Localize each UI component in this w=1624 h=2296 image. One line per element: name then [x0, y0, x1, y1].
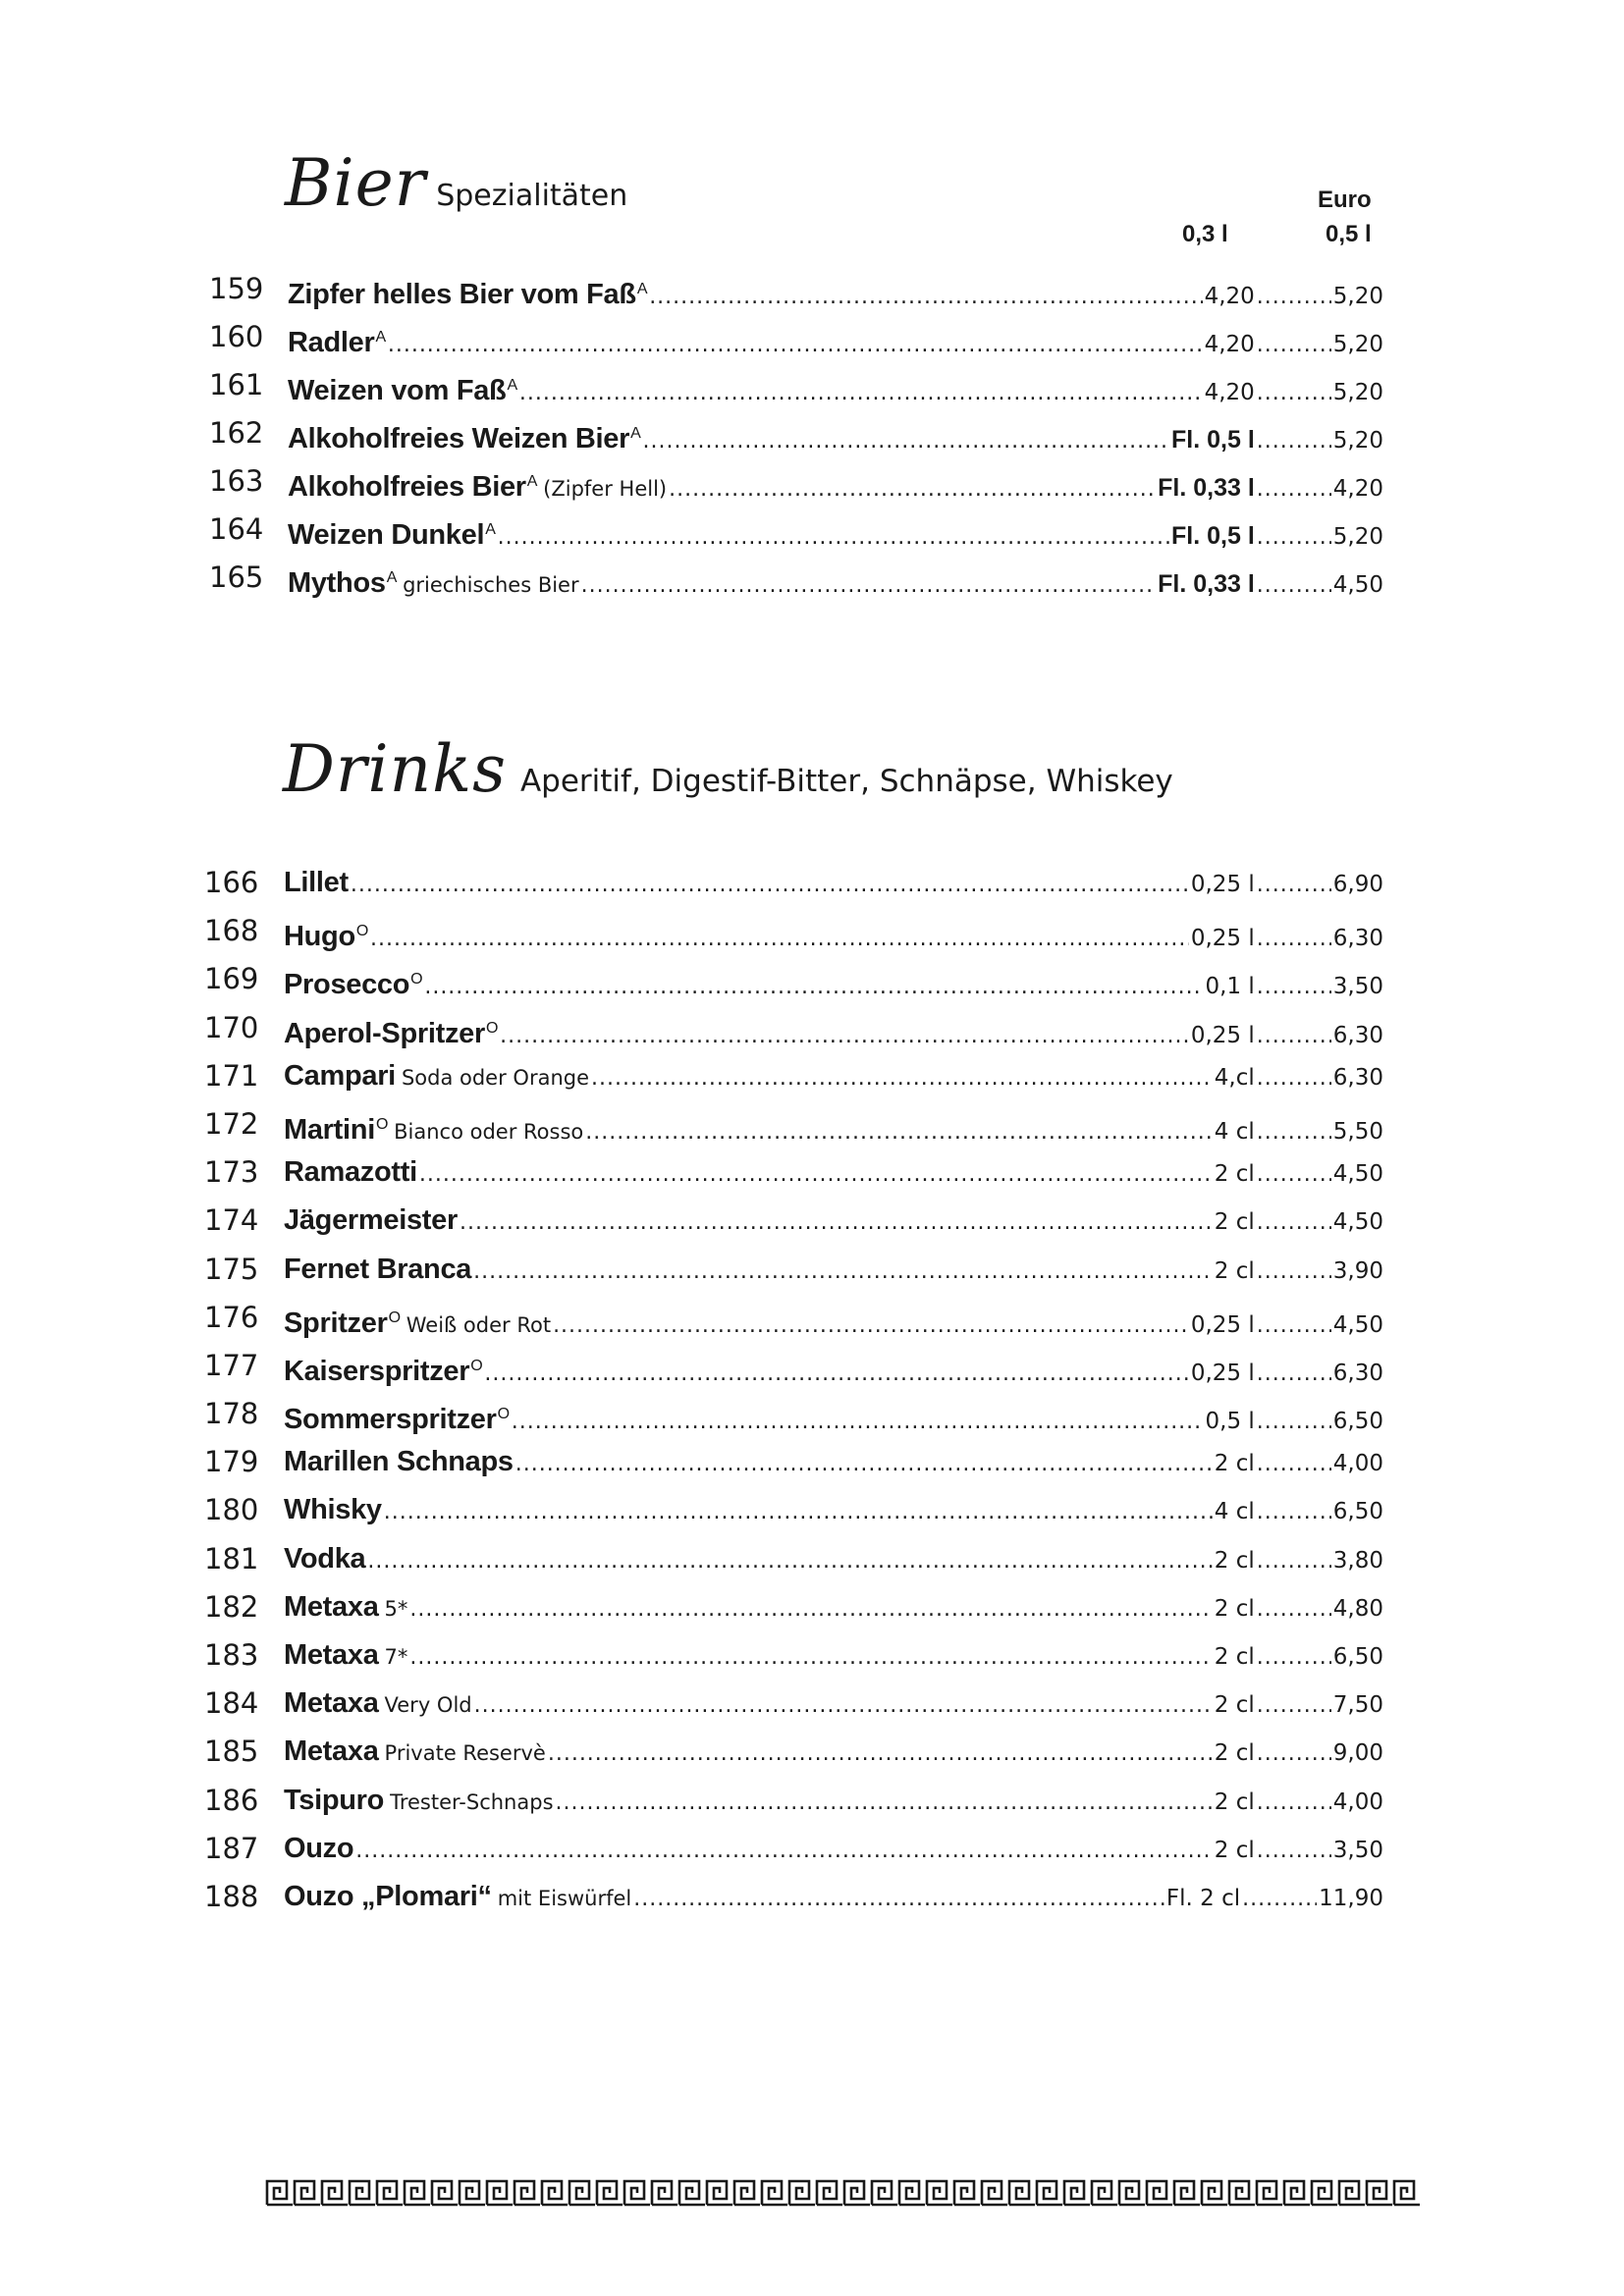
allergen-note: A [485, 521, 496, 538]
item-price: 5,20 [1332, 428, 1383, 454]
item-name [284, 1631, 379, 1680]
item-name [288, 457, 537, 511]
item-size: 0,25 l [1190, 872, 1255, 897]
item-size: 0,25 l [1190, 1360, 1255, 1386]
dot-leader-price [1257, 1585, 1331, 1633]
item-size: 4,20 [1204, 284, 1255, 309]
item-line [284, 1535, 1383, 1585]
item-description: (Zipfer Hell) [543, 477, 668, 501]
item-name [284, 1246, 471, 1294]
allergen-note: A [507, 377, 517, 394]
item-price: 6,30 [1332, 1022, 1383, 1048]
dot-leader [473, 1248, 1213, 1296]
item-size: 2 cl [1214, 1644, 1255, 1670]
greek-key-border-icon [265, 2179, 1441, 2207]
item-description: Weiß oder Rot [406, 1312, 552, 1337]
item-number: 185 [204, 1735, 259, 1769]
item-size: 0,5 l [1205, 1409, 1255, 1435]
item-description: Private Reservè [384, 1741, 546, 1766]
drinks-heading [283, 731, 1173, 807]
item-price: 11,90 [1319, 1885, 1383, 1911]
item-price: 3,50 [1332, 974, 1383, 1000]
drinks-row [0, 1197, 1624, 1245]
bier-row [0, 265, 1624, 313]
item-number: 171 [204, 1058, 259, 1093]
dot-leader [419, 1150, 1213, 1199]
meander-pattern [267, 2181, 1420, 2205]
item-name-text: Kaiserspritzer [284, 1355, 470, 1387]
item-name [284, 1100, 388, 1154]
item-line [284, 1438, 1383, 1488]
item-number: 188 [204, 1879, 259, 1913]
allergen-note: O [375, 1115, 389, 1133]
item-line [284, 1583, 1383, 1633]
item-price: 6,50 [1332, 1499, 1383, 1525]
item-line [284, 1246, 1383, 1296]
drinks-row [0, 1390, 1624, 1438]
dot-leader [460, 1199, 1213, 1247]
item-price: 5,50 [1332, 1118, 1383, 1145]
dot-leader [367, 1537, 1212, 1585]
item-number: 177 [204, 1348, 259, 1382]
item-description: griechisches Bier [403, 573, 579, 597]
column-large-size: 0,5 l [1326, 221, 1372, 247]
item-size: 0,25 l [1190, 926, 1255, 952]
item-name-text: Martini [284, 1113, 375, 1146]
item-size: 0,1 l [1205, 974, 1255, 1000]
item-name [284, 1294, 401, 1348]
item-size: 2 cl [1214, 1789, 1255, 1815]
item-size: 0,25 l [1190, 1311, 1255, 1338]
dot-leader-price [1257, 1150, 1331, 1199]
item-line [284, 1486, 1383, 1536]
item-description: 5* [384, 1596, 408, 1621]
item-name-text: Radler [288, 327, 375, 358]
item-name [284, 1486, 382, 1534]
item-number: 178 [204, 1397, 259, 1431]
item-name-text: Ouzo „Plomari“ [284, 1880, 492, 1912]
item-price: 5,20 [1332, 284, 1383, 309]
item-line [284, 1631, 1383, 1682]
allergen-note: O [485, 1019, 499, 1037]
item-size: Fl. 0,5 l [1171, 426, 1255, 454]
drinks-row [0, 1004, 1624, 1052]
item-size: 2 cl [1214, 1209, 1255, 1236]
item-name [288, 409, 641, 463]
item-name-text: Ramazotti [284, 1156, 417, 1189]
item-number: 183 [204, 1638, 259, 1672]
item-name-text: Marillen Schnaps [284, 1446, 514, 1478]
item-number: 161 [209, 368, 264, 401]
dot-leader [548, 1730, 1213, 1778]
item-number: 166 [204, 866, 259, 899]
item-name-text: Alkoholfreies Weizen Bier [288, 423, 630, 454]
item-price: 5,20 [1332, 380, 1383, 405]
item-number: 172 [204, 1106, 259, 1141]
item-price: 4,00 [1332, 1451, 1383, 1477]
dot-leader-price [1257, 1827, 1331, 1875]
item-number: 184 [204, 1686, 259, 1721]
item-name-text: Spritzer [284, 1307, 388, 1339]
item-size: Fl. 0,33 l [1158, 474, 1255, 502]
item-name [284, 1825, 353, 1873]
item-size: 2 cl [1214, 1837, 1255, 1863]
bier-row [0, 457, 1624, 506]
item-number: 160 [209, 320, 264, 353]
item-name [288, 361, 517, 415]
item-number: 176 [204, 1300, 259, 1334]
item-name-text: Sommerspritzer [284, 1404, 497, 1436]
item-line [284, 1777, 1383, 1827]
dot-leader-price [1257, 1440, 1331, 1488]
currency-label: Euro [1318, 187, 1372, 213]
item-name-text: Fernet Branca [284, 1253, 472, 1285]
item-size: 2 cl [1214, 1161, 1255, 1188]
dot-leader-price [1257, 1682, 1331, 1730]
item-name [284, 1342, 482, 1396]
item-description: mit Eiswürfel [497, 1886, 632, 1910]
dot-leader [556, 1779, 1213, 1827]
item-price: 6,50 [1332, 1409, 1383, 1435]
bier-row [0, 506, 1624, 554]
dot-leader-price [1257, 1488, 1331, 1536]
item-name-text: Prosecco [284, 969, 410, 1001]
item-name [284, 1777, 384, 1825]
item-name [284, 1197, 458, 1245]
dot-leader-price [1257, 1248, 1331, 1296]
item-name-text: Alkoholfreies Bier [288, 471, 526, 503]
item-price: 9,00 [1332, 1740, 1383, 1767]
item-price: 4,20 [1332, 476, 1383, 502]
item-number: 169 [204, 962, 259, 996]
item-price: 6,30 [1332, 926, 1383, 952]
allergen-note: O [470, 1357, 483, 1374]
item-name-text: Lillet [284, 867, 349, 898]
drinks-row [0, 1873, 1624, 1921]
allergen-note: O [355, 923, 369, 940]
item-number: 168 [204, 914, 259, 948]
drinks-row [0, 1342, 1624, 1390]
dot-leader [581, 561, 1156, 610]
item-name [284, 1438, 514, 1486]
allergen-note: O [410, 971, 423, 988]
allergen-note: O [388, 1308, 401, 1326]
item-price: 3,80 [1332, 1547, 1383, 1574]
item-description: Very Old [384, 1693, 472, 1718]
item-line [288, 554, 1383, 610]
allergen-note: A [630, 425, 641, 442]
dot-leader-price [1257, 1633, 1331, 1682]
dot-leader [409, 1633, 1212, 1682]
item-number: 163 [209, 464, 264, 498]
dot-leader [351, 861, 1189, 909]
dot-leader-price [1257, 1730, 1331, 1778]
item-name-text: Ouzo [284, 1832, 354, 1864]
dot-leader [591, 1054, 1213, 1102]
item-price: 6,30 [1332, 1360, 1383, 1386]
dot-leader [633, 1875, 1164, 1923]
item-number: 165 [209, 561, 264, 594]
item-size: 4,cl [1214, 1064, 1255, 1091]
item-size: Fl. 0,33 l [1158, 570, 1255, 598]
dot-leader [355, 1827, 1213, 1875]
drinks-row [0, 1583, 1624, 1631]
drinks-row [0, 1777, 1624, 1825]
item-size: 2 cl [1214, 1740, 1255, 1767]
item-name-text: Hugo [284, 921, 355, 953]
item-name [284, 1148, 417, 1197]
item-name-text: Weizen Dunkel [288, 519, 485, 551]
drinks-title: Drinks [283, 731, 507, 807]
item-name [284, 859, 349, 907]
drinks-subtitle: Aperitif, Digestif-Bitter, Schnäpse, Whiskey [519, 764, 1173, 799]
item-size: Fl. 0,5 l [1171, 522, 1255, 550]
item-description: Bianco oder Rosso [394, 1119, 584, 1144]
bier-row [0, 554, 1624, 602]
drinks-row [0, 907, 1624, 955]
drinks-row [0, 859, 1624, 907]
drinks-row [0, 1680, 1624, 1728]
item-description: Soda oder Orange [401, 1065, 590, 1090]
item-number: 164 [209, 512, 264, 546]
item-size: 2 cl [1214, 1692, 1255, 1719]
item-line [284, 1148, 1383, 1199]
item-size: Fl. 2 cl [1165, 1885, 1241, 1911]
item-description: 7* [384, 1645, 408, 1669]
drinks-row [0, 1631, 1624, 1680]
drinks-row [0, 1052, 1624, 1100]
drinks-row [0, 1100, 1624, 1148]
item-size: 2 cl [1214, 1595, 1255, 1622]
item-name-text: Metaxa [284, 1639, 379, 1671]
drinks-row [0, 1246, 1624, 1294]
drinks-row [0, 1294, 1624, 1342]
drinks-row [0, 955, 1624, 1003]
bier-row [0, 313, 1624, 361]
dot-leader [384, 1488, 1213, 1536]
item-number: 187 [204, 1831, 259, 1865]
item-name [284, 1052, 396, 1100]
item-line [284, 1825, 1383, 1875]
item-number: 174 [204, 1203, 259, 1238]
bier-row [0, 409, 1624, 457]
dot-leader-price [1257, 1199, 1331, 1247]
item-size: 4,20 [1204, 380, 1255, 405]
dot-leader-price [1257, 561, 1331, 610]
bier-title: Bier [285, 145, 427, 221]
item-size: 0,25 l [1190, 1022, 1255, 1048]
item-name [288, 265, 647, 319]
item-number: 179 [204, 1445, 259, 1479]
item-price: 6,30 [1332, 1064, 1383, 1091]
bier-subtitle: Spezialitäten [436, 179, 628, 213]
item-line [284, 1873, 1383, 1923]
item-name [288, 313, 386, 367]
item-name-text: Whisky [284, 1494, 382, 1526]
item-size: 2 cl [1214, 1257, 1255, 1284]
dot-leader [474, 1682, 1213, 1730]
item-name-text: Jägermeister [284, 1204, 458, 1237]
item-name [284, 1680, 379, 1728]
item-name [284, 955, 422, 1009]
item-price: 4,00 [1332, 1789, 1383, 1815]
item-name-text: Aperol-Spritzer [284, 1017, 485, 1049]
item-name [284, 1535, 365, 1583]
allergen-note: A [636, 281, 648, 297]
drinks-row [0, 1486, 1624, 1534]
dot-leader [515, 1440, 1213, 1488]
item-number: 180 [204, 1493, 259, 1527]
item-number: 159 [209, 272, 264, 305]
item-size: 4 cl [1214, 1118, 1255, 1145]
item-name [284, 907, 368, 961]
item-price: 6,50 [1332, 1644, 1383, 1670]
allergen-note: A [526, 473, 538, 490]
item-description: Trester-Schnaps [390, 1789, 554, 1814]
dot-leader [409, 1585, 1212, 1633]
item-name-text: Campari [284, 1059, 396, 1092]
item-name [288, 554, 397, 608]
item-number: 181 [204, 1541, 259, 1575]
item-name-text: Vodka [284, 1542, 366, 1575]
item-name [284, 1873, 492, 1921]
item-price: 4,80 [1332, 1595, 1383, 1622]
item-price: 7,50 [1332, 1692, 1383, 1719]
drinks-list [0, 859, 1624, 1921]
bier-row [0, 361, 1624, 409]
item-name-text: Metaxa [284, 1735, 379, 1768]
item-price: 3,90 [1332, 1257, 1383, 1284]
item-number: 162 [209, 416, 264, 450]
item-price: 4,50 [1332, 1311, 1383, 1338]
drinks-row [0, 1825, 1624, 1873]
drinks-row [0, 1728, 1624, 1776]
drinks-row [0, 1438, 1624, 1486]
dot-leader-price [1257, 861, 1331, 909]
item-name [284, 1583, 379, 1631]
item-line [284, 1052, 1383, 1102]
allergen-note: A [386, 569, 398, 586]
dot-leader-price [1257, 1054, 1331, 1102]
drinks-row [0, 1535, 1624, 1583]
item-price: 5,20 [1332, 332, 1383, 357]
bier-heading [285, 145, 627, 221]
item-name-text: Zipfer helles Bier vom Faß [288, 279, 636, 310]
allergen-note: A [375, 329, 386, 346]
dot-leader-price [1257, 1537, 1331, 1585]
item-price: 5,20 [1332, 524, 1383, 550]
item-name [288, 506, 496, 560]
item-name-text: Metaxa [284, 1590, 379, 1623]
item-size: 2 cl [1214, 1547, 1255, 1574]
item-name-text: Weizen vom Faß [288, 375, 507, 406]
item-number: 182 [204, 1589, 259, 1624]
item-name-text: Tsipuro [284, 1784, 385, 1816]
drinks-row [0, 1148, 1624, 1197]
item-line [284, 859, 1383, 909]
allergen-note: O [497, 1406, 510, 1423]
bier-list [0, 265, 1624, 602]
item-price: 3,50 [1332, 1837, 1383, 1863]
item-price: 4,50 [1332, 1161, 1383, 1188]
item-name-text: Metaxa [284, 1687, 379, 1720]
item-name [284, 1728, 379, 1776]
item-price: 4,50 [1332, 1209, 1383, 1236]
item-name-text: Mythos [288, 567, 386, 599]
item-name [284, 1390, 510, 1444]
dot-leader-price [1257, 1779, 1331, 1827]
item-name [284, 1004, 498, 1058]
column-small-size: 0,3 l [1182, 221, 1228, 247]
item-line [284, 1680, 1383, 1730]
item-size: 4,20 [1204, 332, 1255, 357]
item-number: 186 [204, 1783, 259, 1817]
item-size: 2 cl [1214, 1451, 1255, 1477]
item-number: 170 [204, 1010, 259, 1044]
item-line [284, 1197, 1383, 1247]
item-number: 173 [204, 1155, 259, 1190]
item-price: 4,50 [1332, 572, 1383, 598]
item-size: 4 cl [1214, 1499, 1255, 1525]
item-price: 6,90 [1332, 872, 1383, 897]
dot-leader-price [1242, 1875, 1317, 1923]
item-number: 175 [204, 1252, 259, 1286]
item-line [284, 1728, 1383, 1778]
